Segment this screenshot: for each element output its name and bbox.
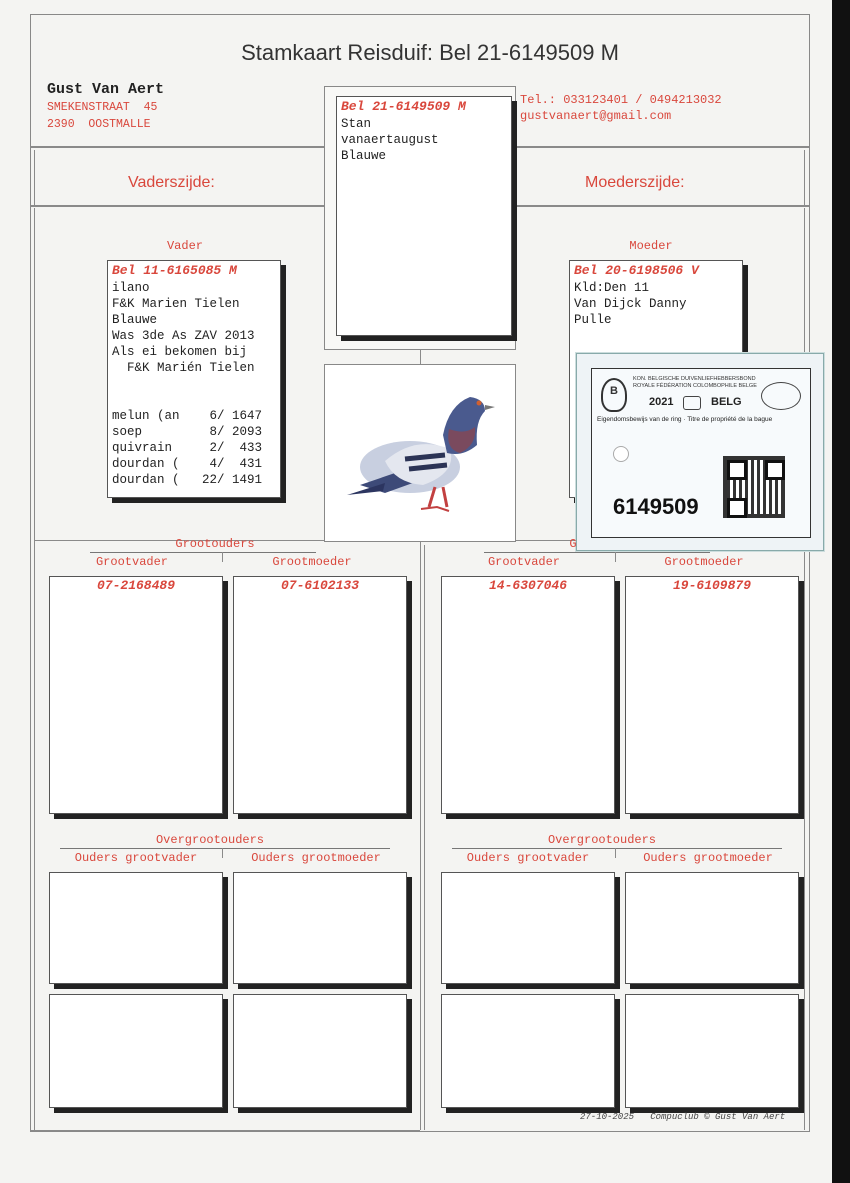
grandmother-ring-right: 19-6109879 [672, 578, 751, 593]
great-grandparent-card [233, 994, 407, 1108]
mother-line-3: Pulle [574, 313, 612, 327]
father-result: soep 8/ 2093 [112, 425, 263, 439]
great-grandparent-card [49, 994, 223, 1108]
father-result: dourdan ( 4/ 431 [112, 457, 263, 471]
great-grandparent-card [625, 994, 799, 1108]
mother-ring: Bel 20-6198506 V [574, 263, 699, 278]
owner-city: 2390 OOSTMALLE [47, 118, 151, 131]
father-result: quivrain 2/ 433 [112, 441, 263, 455]
mother-side-header: Moederszijde: [585, 174, 685, 191]
owner-phone: Tel.: 033123401 / 0494213032 [520, 93, 722, 107]
owner-name: Gust Van Aert [47, 81, 165, 98]
father-line-1: ilano [112, 281, 150, 295]
grandmother-card-right [625, 576, 799, 814]
grandmother-ring-left: 07-6102133 [280, 578, 359, 593]
subject-line-1: Stan [341, 117, 372, 131]
father-label: Vader [166, 239, 203, 253]
ring-card-year: 2021 [649, 396, 674, 408]
mother-line-1: Kld:Den 11 [574, 281, 650, 295]
footer-credit: 27-10-2025 Compuclub © Gust Van Aert [580, 1112, 786, 1122]
ring-card-org-nl: KON. BELGISCHE DUIVENLIEFHEBBERSBOND [633, 376, 756, 382]
father-line-5: Als ei bekomen bij [112, 345, 248, 359]
crest-icon [683, 396, 701, 410]
father-card [107, 260, 281, 498]
father-ring: Bel 11-6165085 M [112, 263, 237, 278]
ring-card-org-fr: ROYALE FÉDÉRATION COLOMBOPHILE BELGE [633, 383, 757, 389]
parents-grandmother-label-left: Ouders grootmoeder [251, 851, 381, 865]
father-line-6: F&K Marién Tielen [112, 361, 255, 375]
great-grandparents-label-left: Overgrootouders [155, 833, 265, 847]
subject-ring: Bel 21-6149509 M [341, 99, 466, 114]
parents-grandfather-label-left: Ouders grootvader [74, 851, 198, 865]
great-grandparent-card [441, 994, 615, 1108]
pigeon-image [325, 365, 515, 541]
subject-line-3: Blauwe [341, 149, 387, 163]
belgian-federation-logo-icon: B [601, 378, 627, 412]
page-title: Stamkaart Reisduif: Bel 21-6149509 M [241, 40, 619, 65]
punch-hole [613, 446, 629, 462]
grandfather-label-left: Grootvader [95, 555, 168, 569]
grandfather-ring-left: 07-2168489 [96, 578, 175, 593]
father-result: melun (an 6/ 1647 [112, 409, 263, 423]
grandparents-label-left: Grootouders [175, 537, 255, 551]
great-grandparents-label-right: Overgrootouders [547, 833, 657, 847]
father-result: dourdan ( 22/ 1491 [112, 473, 263, 487]
subject-card [336, 96, 512, 336]
ring-ownership-card [576, 353, 824, 551]
great-grandparent-card [441, 872, 615, 984]
mother-line-2: Van Dijck Danny [574, 297, 687, 311]
owner-street: SMEKENSTRAAT 45 [47, 101, 158, 114]
grandfather-card-left [49, 576, 223, 814]
grandmother-label-right: Grootmoeder [664, 555, 744, 569]
father-line-2: F&K Marien Tielen [112, 297, 240, 311]
grandfather-card-right [441, 576, 615, 814]
grandmother-card-left [233, 576, 407, 814]
grandmother-label-left: Grootmoeder [272, 555, 352, 569]
father-side-header: Vaderszijde: [128, 174, 215, 191]
great-grandparent-card [49, 872, 223, 984]
great-grandparent-card [233, 872, 407, 984]
owner-email: gustvanaert@gmail.com [520, 109, 672, 123]
ring-card-caption: Eigendomsbewijs van de ring · Titre de propriété de la bague [597, 416, 773, 423]
pigeon-photo-frame [324, 364, 516, 542]
subject-line-2: vanaertaugust [341, 133, 439, 147]
parents-grandmother-label-right: Ouders grootmoeder [643, 851, 773, 865]
father-line-3: Blauwe [112, 313, 158, 327]
great-grandparent-card [625, 872, 799, 984]
ring-card-number: 6149509 [613, 494, 699, 519]
mother-label: Moeder [629, 239, 673, 253]
father-line-4: Was 3de As ZAV 2013 [112, 329, 255, 343]
ring-card-country: BELG [711, 396, 742, 408]
globe-logo-icon [761, 382, 801, 410]
parents-grandfather-label-right: Ouders grootvader [466, 851, 590, 865]
grandfather-ring-right: 14-6307046 [488, 578, 567, 593]
scan-edge [832, 0, 850, 1183]
grandparents-label-right: G [569, 537, 577, 551]
grandfather-label-right: Grootvader [487, 555, 560, 569]
